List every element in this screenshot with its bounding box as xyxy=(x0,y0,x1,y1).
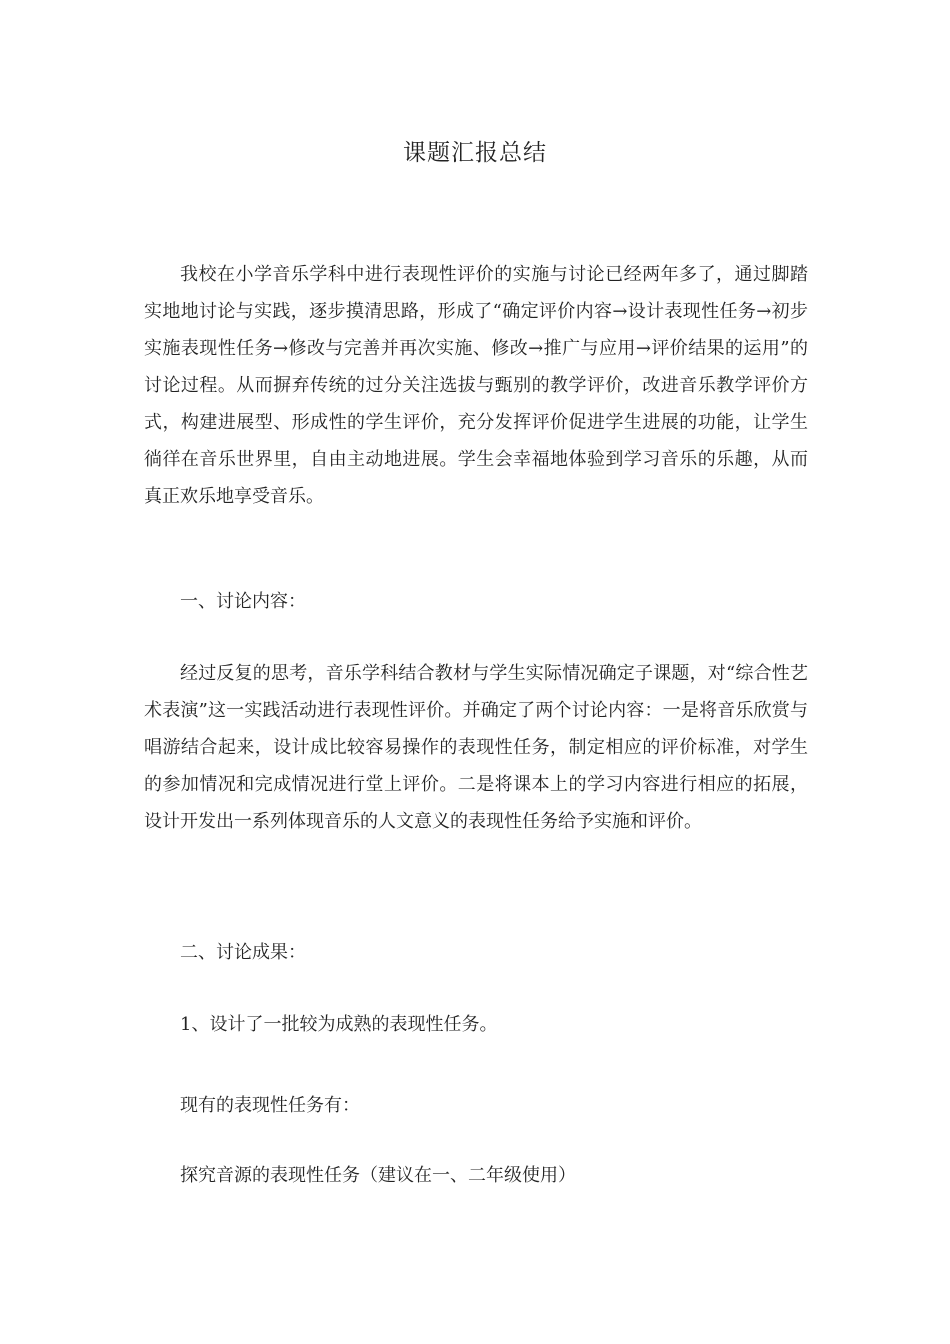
section-heading-results: 二、讨论成果： xyxy=(180,942,306,963)
content-paragraph: 经过反复的思考，音乐学科结合教材与学生实际情况确定子课题，对“综合性艺术表演”这一实践活动进行表现性评价。并确定了两个讨论内容：一是将音乐欣赏与唱游结合起来，设计成比较容易操作的表现性任务，制定相应的评价标准，对学生的参加情况和完成情况进行堂上评价。二是将课本上的学习内容进行相应的拓展，设计开发出一系列体现音乐的人文意义的表现性任务给予实施和评价。 xyxy=(144,663,808,832)
section-heading-content: 一、讨论内容： xyxy=(180,591,306,612)
explore-sound-task: 探究音源的表现性任务（建议在一、二年级使用） xyxy=(180,1165,576,1186)
document-title: 课题汇报总结 xyxy=(403,140,547,166)
intro-paragraph: 我校在小学音乐学科中进行表现性评价的实施与讨论已经两年多了，通过脚踏实地地讨论与实践，逐步摸清思路，形成了“确定评价内容→设计表现性任务→初步实施表现性任务→修改与完善并再次实施、修改→推广与应用→评价结果的运用”的讨论过程。从而摒弃传统的过分关注选拔与甄别的教学评价，改进音乐教学评价方式，构建进展型、形成性的学生评价，充分发挥评价促进学生进展的功能，让学生徜徉在音乐世界里，自由主动地进展。学生会幸福地体验到学习音乐的乐趣，从而真正欢乐地享受音乐。 xyxy=(144,264,808,507)
existing-tasks-label: 现有的表现性任务有： xyxy=(180,1095,360,1116)
result-item-1: 1、设计了一批较为成熟的表现性任务。 xyxy=(180,1014,498,1035)
